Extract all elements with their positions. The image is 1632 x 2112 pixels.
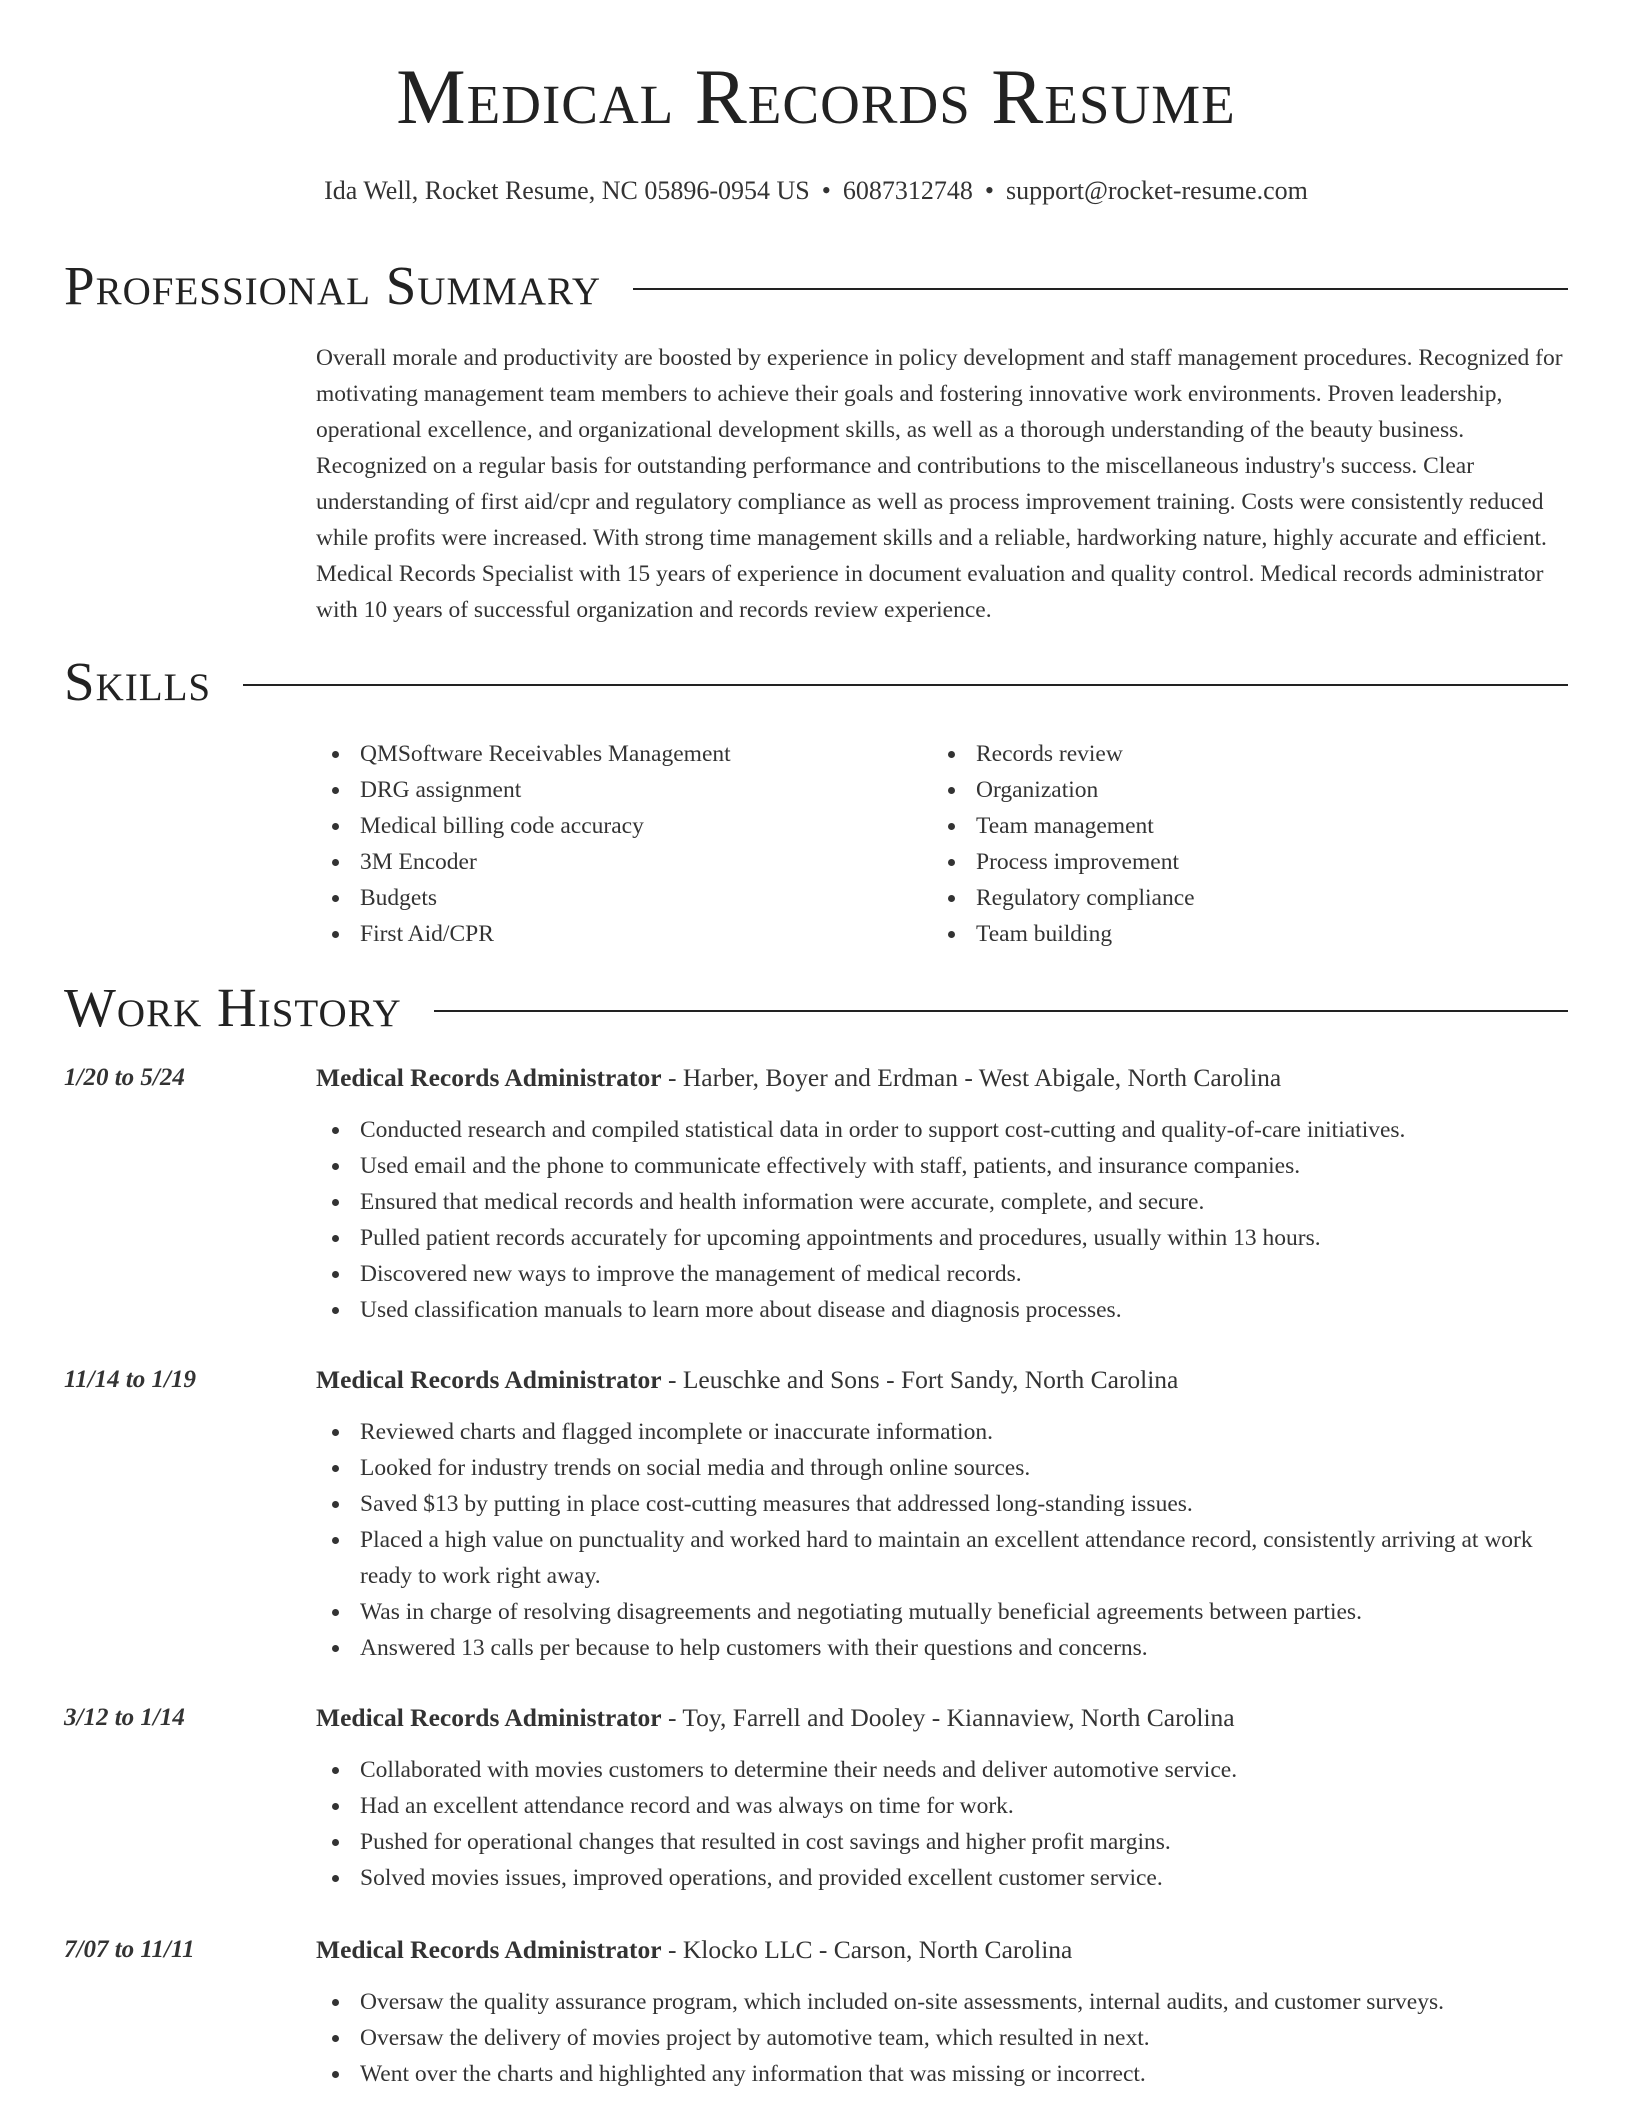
skill-item: Regulatory compliance bbox=[932, 880, 1532, 916]
job-bullet: Went over the charts and highlighted any information that was missing or incorrect. bbox=[316, 2056, 1568, 2092]
skill-item: Team building bbox=[932, 916, 1532, 952]
skills-section-header bbox=[64, 651, 1568, 712]
job-bullet: Discovered new ways to improve the management of medical records. bbox=[316, 1256, 1568, 1292]
skill-item: Team management bbox=[932, 808, 1532, 844]
contact-separator: • bbox=[984, 176, 994, 205]
skill-item: 3M Encoder bbox=[316, 844, 916, 880]
job-headline bbox=[316, 1362, 1178, 1398]
summary-section-header bbox=[64, 255, 1568, 316]
job-bullets bbox=[316, 1414, 1568, 1666]
skill-item: QMSoftware Receivables Management bbox=[316, 736, 916, 772]
skill-item: Records review bbox=[932, 736, 1532, 772]
job-title: Medical Records Administrator bbox=[316, 1703, 662, 1732]
job-bullet: Reviewed charts and flagged incomplete or inaccurate information. bbox=[316, 1414, 1568, 1450]
job-bullet: Oversaw the quality assurance program, which included on-site assessments, internal audits, and customer surveys. bbox=[316, 1984, 1568, 2020]
work-section-header bbox=[64, 977, 1568, 1038]
job-bullets bbox=[316, 1112, 1568, 1328]
job-bullet: Saved $13 by putting in place cost-cutting measures that addressed long-standing issues. bbox=[316, 1486, 1568, 1522]
summary-heading: Professional Summary bbox=[64, 255, 602, 316]
job-bullet: Used classification manuals to learn more about disease and diagnosis processes. bbox=[316, 1292, 1568, 1328]
job-employer: - Leuschke and Sons - Fort Sandy, North Carolina bbox=[661, 1365, 1179, 1394]
job-bullet: Answered 13 calls per because to help customers with their questions and concerns. bbox=[316, 1630, 1568, 1666]
job-employer: - Harber, Boyer and Erdman - West Abigale, North Carolina bbox=[661, 1063, 1282, 1092]
job-bullet: Oversaw the delivery of movies project by automotive team, which resulted in next. bbox=[316, 2020, 1568, 2056]
skill-item: Process improvement bbox=[932, 844, 1532, 880]
job-bullet: Conducted research and compiled statistical data in order to support cost-cutting and quality-of-care initiatives. bbox=[316, 1112, 1568, 1148]
job-employer: - Toy, Farrell and Dooley - Kiannaview, North Carolina bbox=[661, 1703, 1235, 1732]
contact-phone: 6087312748 bbox=[842, 176, 973, 205]
job-bullets bbox=[316, 1752, 1568, 1896]
skills-heading: Skills bbox=[64, 651, 212, 712]
job-bullet: Solved movies issues, improved operations, and provided excellent customer service. bbox=[316, 1860, 1568, 1896]
resume-title: Medical Records Resume bbox=[396, 53, 1236, 140]
job-bullet: Placed a high value on punctuality and worked hard to maintain an excellent attendance record, consistently arriving at work ready to work right away. bbox=[316, 1522, 1568, 1594]
skill-item: Medical billing code accuracy bbox=[316, 808, 916, 844]
job-bullet: Was in charge of resolving disagreements and negotiating mutually beneficial agreements between parties. bbox=[316, 1594, 1568, 1630]
contact-line bbox=[0, 176, 1632, 206]
job-bullet: Looked for industry trends on social media and through online sources. bbox=[316, 1450, 1568, 1486]
job-title: Medical Records Administrator bbox=[316, 1935, 662, 1964]
job-dates: 1/20 to 5/24 bbox=[64, 1064, 185, 1091]
summary-text: Overall morale and productivity are boosted by experience in policy development and staff management procedures. Recognized for motivating management team members to achieve their goals and fostering innovative work environments. Proven leadership, operational excellence, and organizational development skills, as well as a thorough understanding of the beauty business. Recognized on a regular basis for outstanding performance and contributions to the miscellaneous industry's success. Clear understanding of first aid/cpr and regulatory compliance as well as process improvement training. Costs were consistently reduced while profits were increased. With strong time management skills and a reliable, hardworking nature, highly accurate and efficient. Medical Records Specialist with 15 years of experience in document evaluation and quality control. Medical records administrator with 10 years of successful organization and records review experience. bbox=[316, 345, 1563, 623]
work-heading: Work History bbox=[64, 977, 402, 1038]
job-bullet: Ensured that medical records and health information were accurate, complete, and secure. bbox=[316, 1184, 1568, 1220]
job-bullet: Pushed for operational changes that resulted in cost savings and higher profit margins. bbox=[316, 1824, 1568, 1860]
skill-item: Budgets bbox=[316, 880, 916, 916]
job-bullet: Collaborated with movies customers to determine their needs and deliver automotive service. bbox=[316, 1752, 1568, 1788]
skills-list-left bbox=[316, 736, 916, 952]
job-bullet: Pulled patient records accurately for upcoming appointments and procedures, usually within 13 hours. bbox=[316, 1220, 1568, 1256]
job-headline bbox=[316, 1060, 1281, 1096]
skill-item: Organization bbox=[932, 772, 1532, 808]
job-title: Medical Records Administrator bbox=[316, 1063, 662, 1092]
contact-separator: • bbox=[821, 176, 831, 205]
job-bullet: Had an excellent attendance record and was always on time for work. bbox=[316, 1788, 1568, 1824]
section-divider bbox=[633, 288, 1568, 290]
contact-address: Ida Well, Rocket Resume, NC 05896-0954 US bbox=[324, 176, 810, 205]
section-divider bbox=[434, 1010, 1568, 1012]
job-bullet: Used email and the phone to communicate effectively with staff, patients, and insurance companies. bbox=[316, 1148, 1568, 1184]
contact-email[interactable]: support@rocket-resume.com bbox=[1005, 176, 1308, 205]
section-divider bbox=[243, 684, 1568, 686]
job-title: Medical Records Administrator bbox=[316, 1365, 662, 1394]
skills-list-right bbox=[932, 736, 1532, 952]
job-dates: 7/07 to 11/11 bbox=[64, 1936, 195, 1963]
job-headline bbox=[316, 1932, 1072, 1968]
job-headline bbox=[316, 1700, 1235, 1736]
job-bullets bbox=[316, 1984, 1568, 2092]
job-dates: 3/12 to 1/14 bbox=[64, 1704, 185, 1731]
skill-item: DRG assignment bbox=[316, 772, 916, 808]
job-employer: - Klocko LLC - Carson, North Carolina bbox=[661, 1935, 1073, 1964]
skill-item: First Aid/CPR bbox=[316, 916, 916, 952]
job-dates: 11/14 to 1/19 bbox=[64, 1366, 196, 1393]
